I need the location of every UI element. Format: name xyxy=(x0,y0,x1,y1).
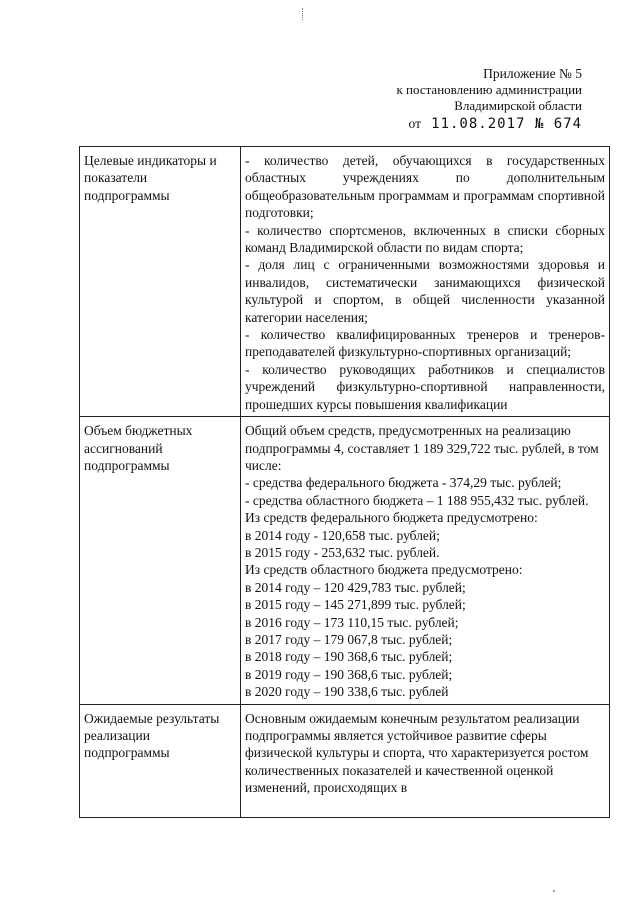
list-item: в 2016 году – 173 110,15 тыс. рублей; xyxy=(245,614,459,630)
list-item: в 2015 году - 253,632 тыс. рублей. xyxy=(245,544,440,560)
table-row xyxy=(80,147,610,417)
appendix-line-2: к постановлению администрации xyxy=(396,82,582,97)
list-item: Основным ожидаемым конечным результатом реализации подпрограммы является устойчивое развитие сферы физической культуры и спорта, что характеризуется ростом количественных показателей и качественной оценкой изменений, происходящих в xyxy=(245,710,589,796)
list-item: - количество руководящих работников и специалистов учреждений физкультурно-спортивной направленности, прошедших курсы повышения квалификации xyxy=(245,361,605,412)
list-item: в 2014 году - 120,658 тыс. рублей; xyxy=(245,527,440,543)
row-content xyxy=(241,704,610,817)
list-item: в 2018 году – 190 368,6 тыс. рублей; xyxy=(245,649,453,665)
list-item: - количество детей, обучающихся в государственных областных учреждениях по дополнительным общеобразовательным программам и программам спортивной подготовки; xyxy=(245,153,605,221)
row-content xyxy=(241,417,610,705)
list-item: в 2019 году – 190 368,6 тыс. рублей; xyxy=(245,666,453,682)
list-item: Общий объем средств, предусмотренных на реализацию подпрограммы 4, составляет 1 189 329,722 тыс. рублей, в том числе: xyxy=(245,423,599,473)
list-item: в 2017 году – 179 067,8 тыс. рублей; xyxy=(245,631,453,647)
list-item: в 2020 году – 190 338,6 тыс. рублей xyxy=(245,684,449,700)
list-item: Из средств областного бюджета предусмотрено: xyxy=(245,562,523,578)
list-item: Из средств федерального бюджета предусмотрено: xyxy=(245,510,538,526)
scan-mark xyxy=(302,8,304,20)
list-item: - количество квалифицированных тренеров и тренеров-преподавателей физкультурно-спортивных организаций; xyxy=(245,327,605,360)
list-item: - средства областного бюджета – 1 188 955,432 тыс. рублей. xyxy=(245,492,589,508)
subprogram-passport-table xyxy=(79,146,610,818)
appendix-line-3: Владимирской области xyxy=(454,98,582,113)
appendix-title: Приложение № 5 xyxy=(483,66,582,81)
resolution-reference xyxy=(396,116,582,132)
table-row xyxy=(80,704,610,817)
list-item: - средства федерального бюджета - 374,29 тыс. рублей; xyxy=(245,475,562,491)
row-content xyxy=(241,147,610,417)
table-row xyxy=(80,417,610,705)
list-item: - доля лиц с ограниченными возможностями здоровья и инвалидов, систематически занимающихся физической культурой и спортом, в общей численности указанной категории населения; xyxy=(245,257,605,325)
scan-speck xyxy=(553,890,555,892)
row-label: Объем бюджетных ассигнований подпрограммы xyxy=(80,417,241,705)
list-item: - количество спортсменов, включенных в списки сборных команд Владимирской области по видам спорта; xyxy=(245,222,605,256)
row-label: Ожидаемые результаты реализации подпрограммы xyxy=(80,704,241,817)
row-content-text xyxy=(245,710,605,804)
list-item: в 2014 году – 120 429,783 тыс. рублей; xyxy=(245,579,466,595)
ref-prefix: от xyxy=(408,116,422,131)
ref-date-number: 11.08.2017 № 674 xyxy=(431,116,582,132)
list-item: в 2015 году – 145 271,899 тыс. рублей; xyxy=(245,597,466,613)
appendix-header xyxy=(396,66,582,132)
row-label: Целевые индикаторы и показатели подпрограммы xyxy=(80,147,241,417)
